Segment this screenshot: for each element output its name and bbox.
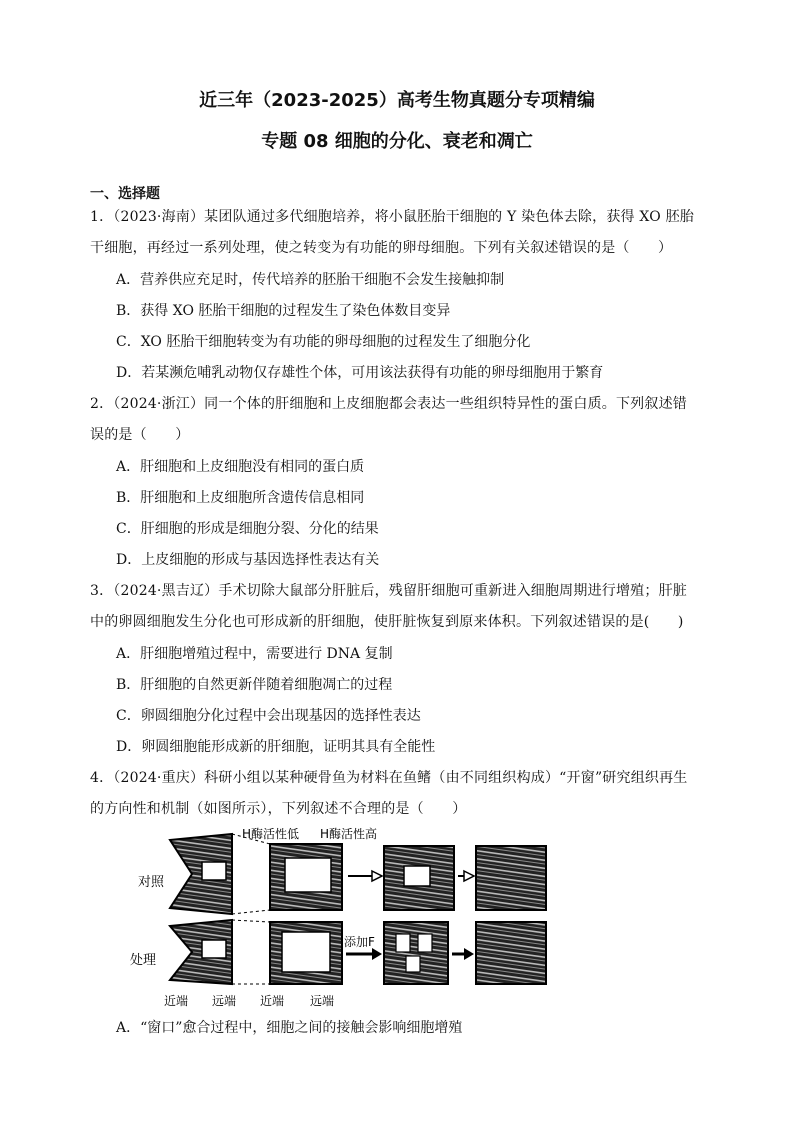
label-h-enzyme-high: H酶活性高 xyxy=(320,827,378,841)
label-far-1: 远端 xyxy=(212,994,237,1008)
question-4-option-a: A．“窗口”愈合过程中，细胞之间的接触会影响细胞增殖 xyxy=(116,1020,463,1036)
control-window-zoom xyxy=(270,844,342,910)
label-near-2: 近端 xyxy=(260,994,285,1008)
treatment-arrow-1 xyxy=(346,948,382,960)
question-2-option-c: C．肝细胞的形成是细胞分裂、分化的结果 xyxy=(116,521,379,537)
question-1-line-2: 干细胞，再经过一系列处理，使之转变为有功能的卵母细胞。下列有关叙述错误的是（ ） xyxy=(90,240,673,256)
question-3-option-c: C．卵圆细胞分化过程中会出现基因的选择性表达 xyxy=(116,708,421,724)
label-far-2: 远端 xyxy=(310,994,335,1008)
question-3-option-d: D．卵圆细胞能形成新的肝细胞，证明其具有全能性 xyxy=(116,739,436,755)
question-3-line-1: 3．（2024·黑吉辽）手术切除大鼠部分肝脏后，残留肝细胞可重新进入细胞周期进行增殖；肝脏 xyxy=(90,583,687,599)
question-2-option-a: A．肝细胞和上皮细胞没有相同的蛋白质 xyxy=(116,459,365,475)
question-1-option-b: B．获得 XO 胚胎干细胞的过程发生了染色体数目变异 xyxy=(116,303,451,319)
question-4-line-2: 的方向性和机制（如图所示），下列叙述不合理的是（ ） xyxy=(90,801,467,817)
label-near-1: 近端 xyxy=(164,994,189,1008)
control-arrow-1 xyxy=(348,871,382,881)
question-2-line-1: 2．（2024·浙江）同一个体的肝细胞和上皮细胞都会表达一些组织特异性的蛋白质。下列叙述错 xyxy=(90,396,687,412)
label-add-f: 添加F xyxy=(344,935,375,949)
section-heading: 一、选择题 xyxy=(90,186,160,202)
question-1-option-a: A．营养供应充足时，传代培养的胚胎干细胞不会发生接触抑制 xyxy=(116,272,505,288)
fin-regeneration-figure xyxy=(120,822,560,1012)
label-h-enzyme-low: H酶活性低 xyxy=(242,827,300,841)
control-healing-stage xyxy=(384,846,454,910)
question-1-option-c: C．XO 胚胎干细胞转变为有功能的卵母细胞的过程发生了细胞分化 xyxy=(116,334,531,350)
control-healed-fin xyxy=(476,846,546,910)
control-arrow-2 xyxy=(458,871,474,881)
treatment-healing-stage xyxy=(384,922,448,984)
question-3-line-2: 中的卵圆细胞发生分化也可形成新的肝细胞，使肝脏恢复到原来体积。下列叙述错误的是( ) xyxy=(90,614,684,630)
treatment-healed-fin xyxy=(476,922,546,984)
row-label-treatment: 处理 xyxy=(130,953,157,968)
treatment-arrow-2 xyxy=(452,948,474,960)
document-title: 近三年（2023-2025）高考生物真题分专项精编 xyxy=(199,90,595,111)
treatment-window-zoom xyxy=(270,922,342,984)
question-2-line-2: 误的是（ ） xyxy=(90,427,190,443)
question-3-option-a: A．肝细胞增殖过程中，需要进行 DNA 复制 xyxy=(116,646,393,662)
document-subtitle: 专题 08 细胞的分化、衰老和凋亡 xyxy=(261,131,533,152)
treatment-fin-with-window xyxy=(170,920,232,984)
question-4-line-1: 4．（2024·重庆）科研小组以某种硬骨鱼为材料在鱼鳍（由不同组织构成）“开窗”研究组织再生 xyxy=(90,770,688,786)
question-2-option-d: D．上皮细胞的形成与基因选择性表达有关 xyxy=(116,552,380,568)
question-1-option-d: D．若某濒危哺乳动物仅存雄性个体，可用该法获得有功能的卵母细胞用于繁育 xyxy=(116,365,604,381)
row-label-control: 对照 xyxy=(138,875,165,890)
question-3-option-b: B．肝细胞的自然更新伴随着细胞凋亡的过程 xyxy=(116,677,393,693)
question-2-option-b: B．肝细胞和上皮细胞所含遗传信息相同 xyxy=(116,490,365,506)
question-1-line-1: 1．（2023·海南）某团队通过多代细胞培养，将小鼠胚胎干细胞的 Y 染色体去除，获得 XO 胚胎 xyxy=(90,209,695,225)
control-fin-with-window xyxy=(170,834,232,914)
